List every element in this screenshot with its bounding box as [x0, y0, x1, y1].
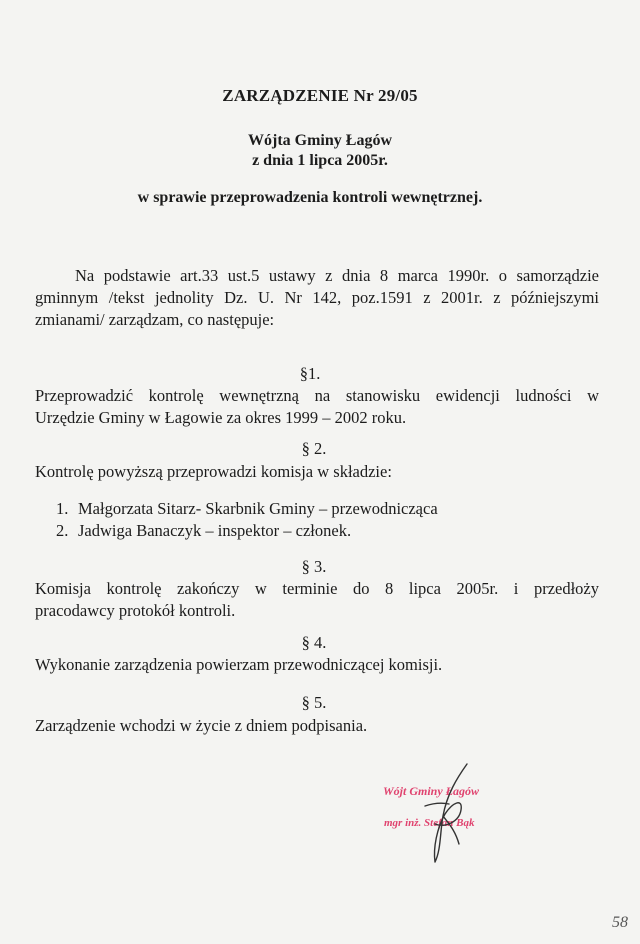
section-1-line-1: Przeprowadzić kontrolę wewnętrzną na stanowisku ewidencji ludności w	[35, 386, 599, 405]
preamble-line-3: zmianami/ zarządzam, co następuje:	[35, 310, 275, 329]
stamp-name: mgr inż. Stefan Bąk	[384, 817, 475, 829]
member-1-text: Małgorzata Sitarz- Skarbnik Gminy – przewodnicząca	[78, 499, 438, 518]
section-4-line-1: Wykonanie zarządzenia powierzam przewodniczącej komisji.	[35, 655, 443, 674]
stamp-title: Wójt Gminy Łagów	[383, 784, 480, 798]
section-4-mark: § 4.	[301, 633, 327, 652]
section-3-mark: § 3.	[301, 557, 327, 576]
document-title: ZARZĄDZENIE Nr 29/05	[222, 86, 418, 105]
page-number: 58	[612, 914, 628, 931]
section-5-mark: § 5.	[301, 693, 327, 712]
issuer-line: Wójta Gminy Łagów	[248, 132, 392, 149]
subject-line: w sprawie przeprowadzenia kontroli wewnętrznej.	[137, 189, 483, 206]
section-2-mark: § 2.	[301, 439, 327, 458]
member-1-number: 1.	[56, 499, 69, 518]
preamble-line-1: Na podstawie art.33 ust.5 ustawy z dnia 8 marca 1990r. o samorządzie	[75, 266, 599, 285]
section-1-mark: §1.	[299, 364, 321, 383]
member-2-text: Jadwiga Banaczyk – inspektor – członek.	[78, 521, 352, 540]
section-3-line-2: pracodawcy protokół kontroli.	[35, 601, 236, 620]
handwritten-signature	[405, 758, 485, 868]
member-2-number: 2.	[56, 521, 69, 540]
section-1-line-2: Urzędzie Gminy w Łagowie za okres 1999 – 2002 roku.	[35, 408, 407, 427]
date-line: z dnia 1 lipca 2005r.	[252, 152, 388, 169]
section-2-line-1: Kontrolę powyższą przeprowadzi komisja w składzie:	[35, 462, 392, 481]
section-5-line-1: Zarządzenie wchodzi w życie z dniem podpisania.	[35, 716, 368, 735]
section-3-line-1: Komisja kontrolę zakończy w terminie do 8 lipca 2005r. i przedłoży	[35, 579, 599, 598]
preamble-line-2: gminnym /tekst jednolity Dz. U. Nr 142, poz.1591 z 2001r. z późniejszymi	[35, 288, 599, 307]
